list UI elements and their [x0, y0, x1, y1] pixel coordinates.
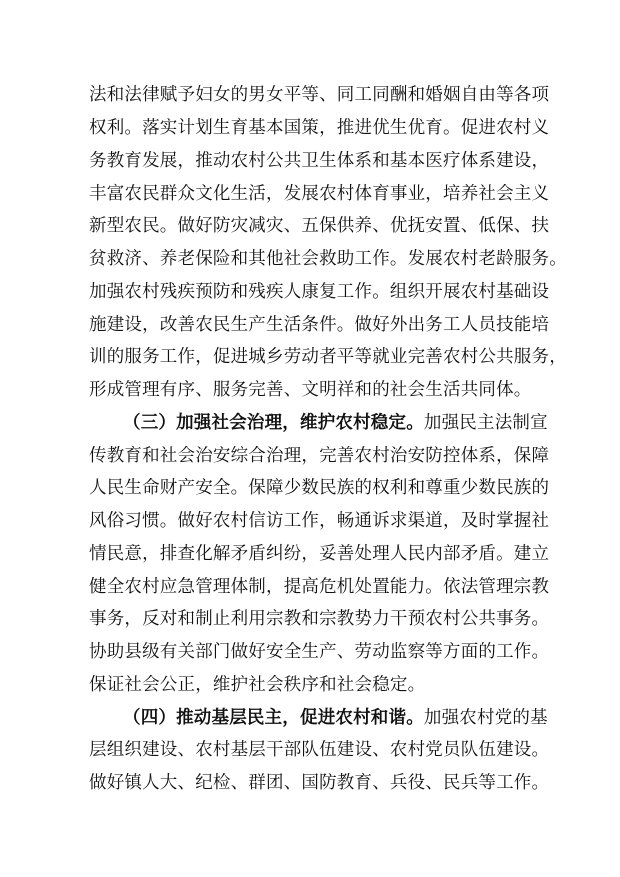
section-heading-line [123, 707, 548, 729]
text-line: 做好镇人大、纪检、群团、国防教育、兵役、民兵等工作。 [89, 773, 550, 793]
text-line: 贫救济、养老保险和其他社会救助工作。发展农村老龄服务。 [89, 249, 567, 269]
text-line: 传教育和社会治安综合治理，完善农村治安防控体系，保障 [89, 446, 550, 466]
text-span: 加强民主法制宣 [423, 413, 548, 433]
text-line: 施建设，改善农民生产生活条件。做好外出务工人员技能培 [89, 315, 550, 335]
text-line: 人民生命财产安全。保障少数民族的权利和尊重少数民族的 [89, 478, 550, 498]
text-line: 丰富农民群众文化生活，发展农村体育事业，培养社会主义 [89, 184, 550, 204]
text-line: 事务，反对和制止利用宗教和宗教势力干预农村公共事务。 [89, 609, 550, 629]
text-line: 协助县级有关部门做好安全生产、劳动监察等方面的工作。 [89, 642, 550, 662]
text-line: 训的服务工作，促进城乡劳动者平等就业完善农村公共服务， [89, 347, 567, 367]
section-heading: （四）推动基层民主，促进农村和谐。 [123, 708, 424, 728]
text-line: 新型农民。做好防灾减灾、五保供养、优抚安置、低保、扶 [89, 216, 550, 236]
text-line: 保证社会公正，维护社会秩序和社会稳定。 [89, 675, 426, 695]
text-line: 层组织建设、农村基层干部队伍建设、农村党员队伍建设。 [89, 740, 550, 760]
text-line: 权利。落实计划生育基本国策，推进优生优育。促进农村义 [89, 118, 550, 138]
text-line: 加强农村残疾预防和残疾人康复工作。组织开展农村基础设 [89, 282, 550, 302]
text-line: 情民意，排查化解矛盾纠纷，妥善处理人民内部矛盾。建立 [89, 544, 550, 564]
text-line: 务教育发展，推动农村公共卫生体系和基本医疗体系建设， [89, 151, 550, 171]
text-span: 加强农村党的基 [423, 708, 548, 728]
section-heading-line [123, 412, 548, 434]
text-line: 风俗习惯。做好农村信访工作，畅通诉求渠道，及时掌握社 [89, 511, 550, 531]
section-heading: （三）加强社会治理，维护农村稳定。 [123, 413, 424, 433]
text-line: 法和法律赋予妇女的男女平等、同工同酬和婚姻自由等各项 [89, 85, 550, 105]
text-line: 健全农村应急管理体制，提高危机处置能力。依法管理宗教 [89, 577, 550, 597]
text-line: 形成管理有序、服务完善、文明祥和的社会生活共同体。 [89, 380, 532, 400]
